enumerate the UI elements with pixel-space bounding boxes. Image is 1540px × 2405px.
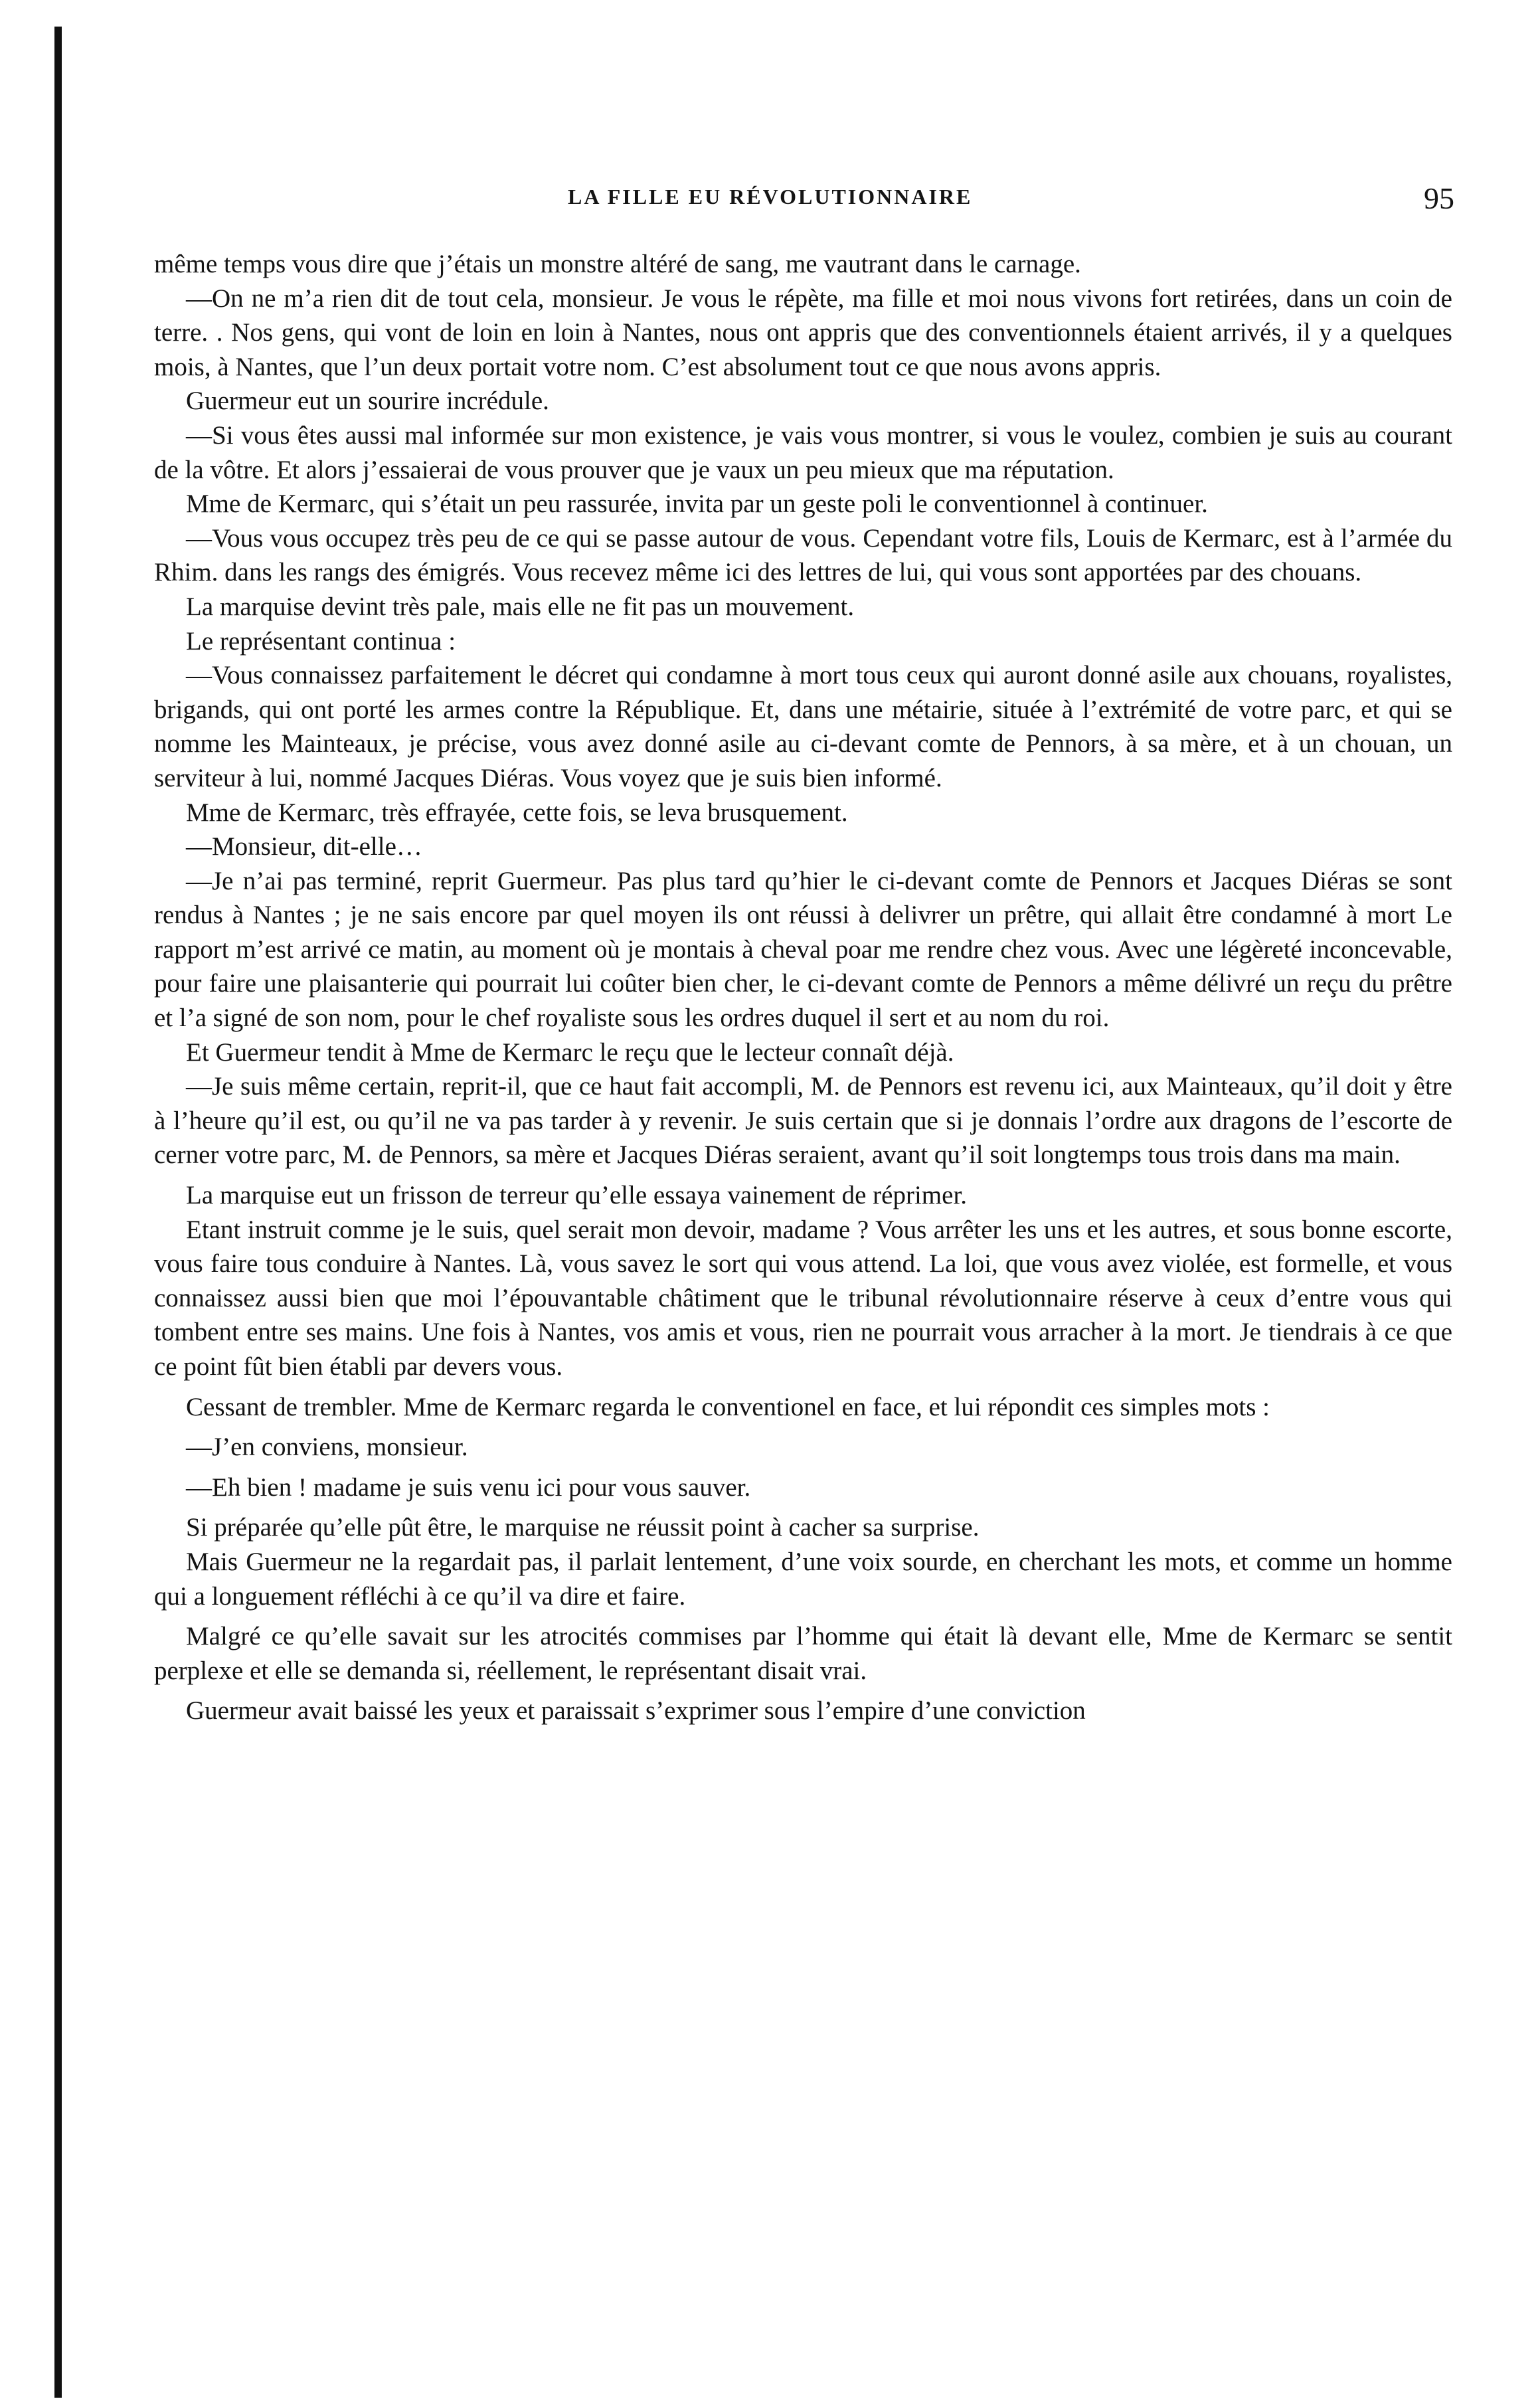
paragraph: Malgré ce qu’elle savait sur les atrocités commises par l’homme qui était là devant elle, Mme de Kermarc se sentit perplexe et elle se demanda si, réellement, le représentant disait vrai. xyxy=(154,1622,1452,1685)
paragraph: Le représentant continua : xyxy=(186,626,456,656)
paragraph: Guermeur avait baissé les yeux et paraissait s’exprimer sous l’empire d’une conviction xyxy=(186,1696,1086,1726)
running-title: LA FILLE EU RÉVOLUTIONNAIRE xyxy=(568,185,973,209)
paragraph: —Eh bien ! madame je suis venu ici pour vous sauver. xyxy=(186,1472,751,1502)
page-body xyxy=(154,247,1452,1728)
paragraph: La marquise eut un frisson de terreur qu’elle essaya vainement de réprimer. xyxy=(186,1181,968,1210)
paragraph: Mais Guermeur ne la regardait pas, il parlait lentement, d’une voix sourde, en cherchant les mots, et comme un homme qui a longuement réfléchi à ce qu’il va dire et faire. xyxy=(154,1547,1452,1611)
page-number: 95 xyxy=(1424,181,1454,215)
paragraph: La marquise devint très pale, mais elle ne fit pas un mouvement. xyxy=(186,592,855,621)
paragraph: —Je suis même certain, reprit-il, que ce haut fait accompli, M. de Pennors est revenu ici, aux Mainteaux, qu’il doit y être à l’heure qu’il est, ou qu’il ne va pas tarder à y revenir. Je suis certain que si je donnais l’ordre aux dragons de l’escorte de cerner votre parc, M. de Pennors, sa mère et Jacques Diéras seraient, avant qu’il soit longtemps tous trois dans ma main. xyxy=(154,1072,1452,1170)
paragraph: —Si vous êtes aussi mal informée sur mon existence, je vais vous montrer, si vous le voulez, combien je suis au courant de la vôtre. Et alors j’essaierai de vous prouver que je vaux un peu mieux que ma réputation. xyxy=(154,420,1452,484)
paragraph: —Je n’ai pas terminé, reprit Guermeur. Pas plus tard qu’hier le ci-devant comte de Pennors et Jacques Diéras se sont rendus à Nantes ; je ne sais encore par quel moyen ils ont réussi à delivrer un prêtre, qui allait être condamné à mort Le rapport m’est arrivé ce matin, au moment où je montais à cheval poar me rendre chez vous. Avec une légèreté inconcevable, pour faire une plaisanterie qui pourrait lui coûter bien cher, le ci-devant comte de Pennors a même délivré un reçu du prêtre et l’a signé de son nom, pour le chef royaliste sous les ordres duquel il sert et au nom du roi. xyxy=(154,866,1452,1033)
paragraph: Si préparée qu’elle pût être, le marquise ne réussit point à cacher sa surprise. xyxy=(186,1513,980,1542)
paragraph: Etant instruit comme je le suis, quel serait mon devoir, madame ? Vous arrêter les uns et les autres, et sous bonne escorte, vous faire tous conduire à Nantes. Là, vous savez le sort qui vous attend. La loi, que vous avez violée, est formelle, et vous connaissez aussi bien que moi l’épouvantable châtiment que le tribunal révolutionnaire réserve à ceux d’entre vous qui tombent entre ses mains. Une fois à Nantes, vos amis et vous, rien ne pourrait vous arracher à la mort. Je tiendrais à ce que ce point fût bien établi par devers vous. xyxy=(154,1215,1452,1381)
paragraph: —Monsieur, dit-elle… xyxy=(186,832,422,861)
paragraph: Cessant de trembler. Mme de Kermarc regarda le conventionel en face, et lui répondit ces simples mots : xyxy=(186,1392,1270,1421)
page-header xyxy=(153,181,1454,221)
paragraph: Guermeur eut un sourire incrédule. xyxy=(186,387,549,416)
paragraph: Et Guermeur tendit à Mme de Kermarc le reçu que le lecteur connaît déjà. xyxy=(186,1037,954,1067)
paragraph: —On ne m’a rien dit de tout cela, monsieur. Je vous le répète, ma fille et moi nous vivons fort retirées, dans un coin de terre. . Nos gens, qui vont de loin en loin à Nantes, nous ont appris que des conventionnels étaient arrivés, il y a quelques mois, à Nantes, que l’un deux portait votre nom. C’est absolument tout ce que nous avons appris. xyxy=(154,284,1452,381)
paragraph: —Vous connaissez parfaitement le décret qui condamne à mort tous ceux qui auront donné asile aux chouans, royalistes, brigands, qui ont porté les armes contre la République. Et, dans une métairie, située à l’extrémité de votre parc, et qui se nomme les Mainteaux, je précise, vous avez donné asile au ci-devant comte de Pennors, à sa mère, et à un chouan, un serviteur à lui, nommé Jacques Diéras. Vous voyez que je suis bien informé. xyxy=(154,661,1452,792)
paragraph: Mme de Kermarc, très effrayée, cette fois, se leva brusquement. xyxy=(186,798,848,827)
margin-rule xyxy=(54,27,62,2398)
paragraph: —J’en conviens, monsieur. xyxy=(186,1433,468,1462)
paragraph: même temps vous dire que j’étais un monstre altéré de sang, me vautrant dans le carnage. xyxy=(154,250,1081,278)
paragraph: Mme de Kermarc, qui s’était un peu rassurée, invita par un geste poli le conventionnel à continuer. xyxy=(186,490,1208,519)
paragraph: —Vous vous occupez très peu de ce qui se passe autour de vous. Cependant votre fils, Louis de Kermarc, est à l’armée du Rhim. dans les rangs des émigrés. Vous recevez même ici des lettres de lui, qui vous sont apportées par des chouans. xyxy=(154,523,1452,587)
